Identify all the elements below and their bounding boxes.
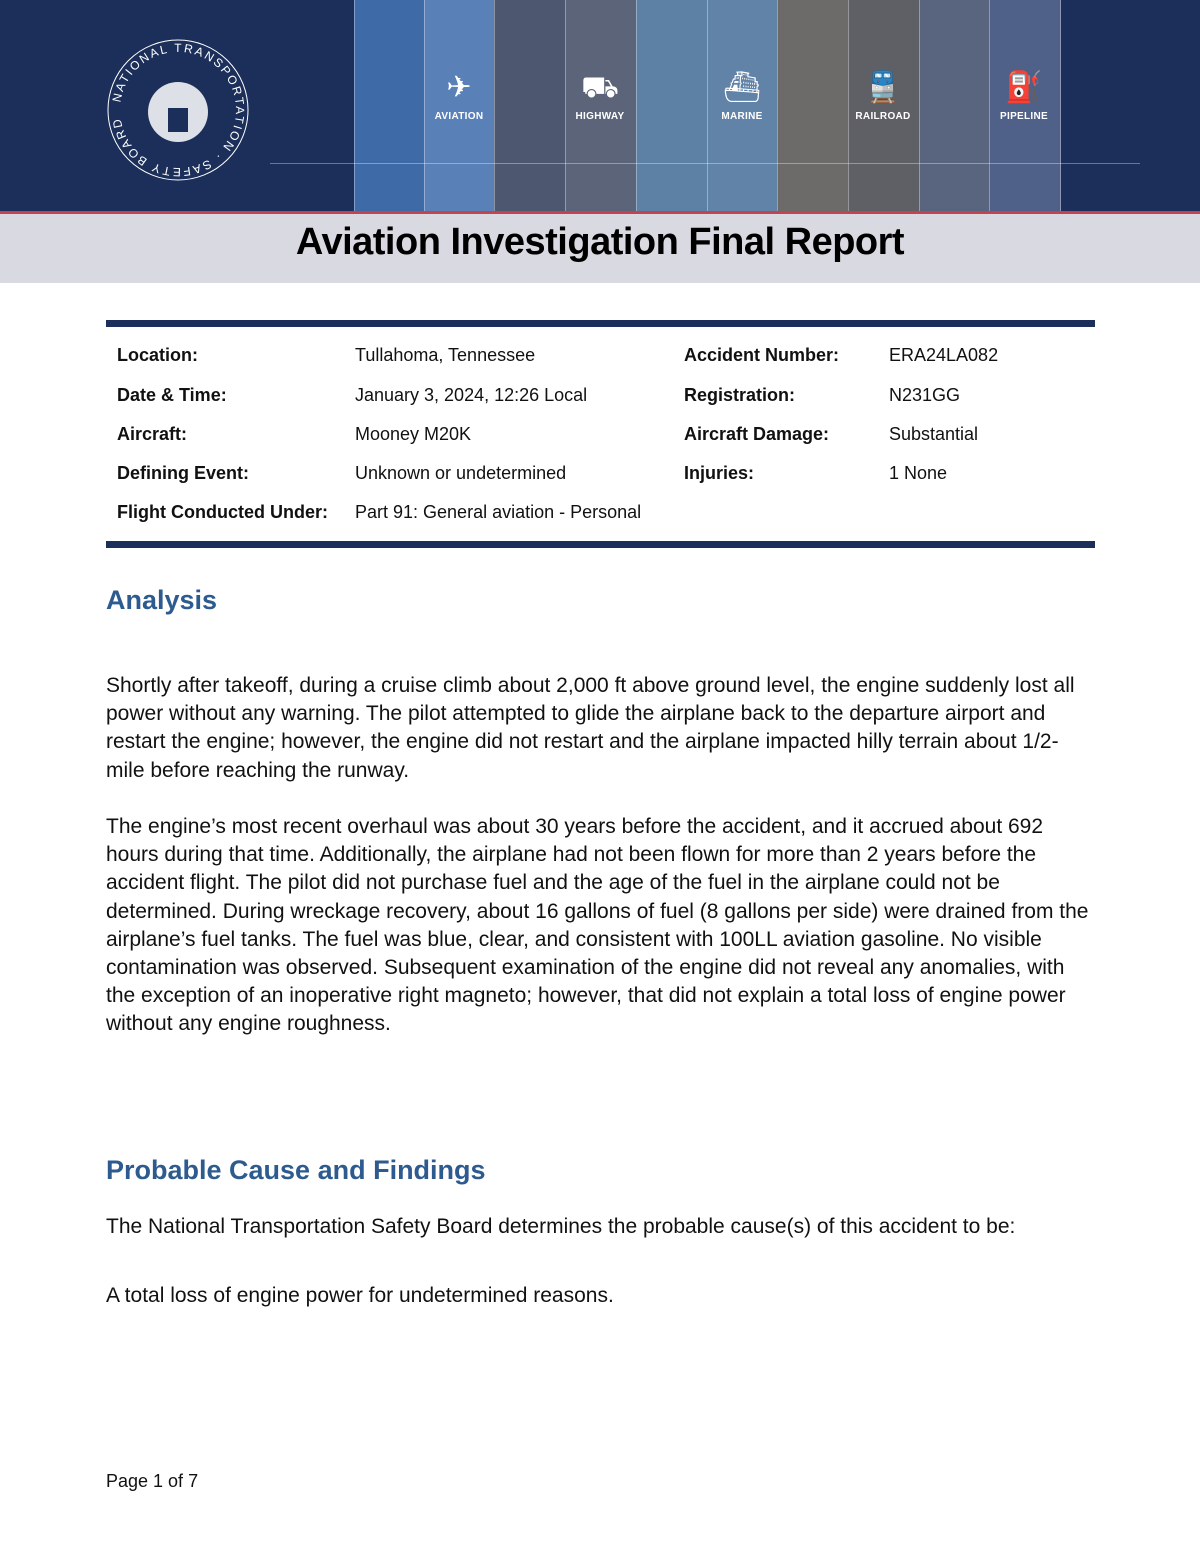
summary-value: 1 None	[889, 463, 948, 483]
mode-marine: ⛴ MARINE	[707, 70, 777, 124]
train-icon: 🚆	[864, 71, 902, 104]
mode-pipeline: ⛽ PIPELINE	[989, 70, 1059, 124]
summary-label: Defining Event:	[117, 463, 250, 483]
summary-value: ERA24LA082	[889, 345, 999, 365]
summary-label: Date & Time:	[117, 385, 227, 405]
pipeline-valve-icon: ⛽	[1005, 71, 1043, 104]
summary-value: Mooney M20K	[355, 424, 472, 444]
summary-value: Part 91: General aviation - Personal	[355, 502, 642, 522]
summary-label: Location:	[117, 345, 198, 365]
analysis-heading: Analysis	[106, 585, 218, 615]
ship-icon: ⛴	[722, 71, 762, 104]
probable-cause-heading: Probable Cause and Findings	[106, 1155, 486, 1185]
header-banner	[0, 0, 1200, 212]
summary-value: Tullahoma, Tennessee	[355, 345, 536, 365]
summary-label: Injuries:	[684, 463, 755, 483]
analysis-paragraph: Shortly after takeoff, during a cruise climb about 2,000 ft above ground level, the engine suddenly lost all power without any warning. The pilot attempted to glide the airplane back to the departure airport and restart the engine; however, the engine did not restart and the airplane impacted hilly terrain about 1/2-mile before reaching the runway.	[106, 674, 1075, 782]
summary-label: Aircraft:	[117, 424, 188, 444]
summary-value: N231GG	[889, 385, 961, 405]
summary-value: Substantial	[889, 424, 979, 444]
airplane-icon: ✈	[446, 71, 472, 104]
probable-cause-intro: The National Transportation Safety Board determines the probable cause(s) of this accident to be:	[106, 1215, 1016, 1238]
summary-top-rule	[106, 320, 1095, 327]
summary-value: January 3, 2024, 12:26 Local	[355, 385, 588, 405]
truck-icon: ⛟	[581, 71, 619, 104]
mode-railroad: 🚆 RAILROAD	[848, 70, 918, 124]
svg-text:NATIONAL TRANSPORTATION · SAFE: NATIONAL TRANSPORTATION · SAFETY BOARD	[109, 40, 248, 180]
summary-label: Accident Number:	[684, 345, 840, 365]
page-title: Aviation Investigation Final Report	[295, 221, 905, 263]
probable-cause-statement: A total loss of engine power for undetermined reasons.	[106, 1284, 614, 1307]
page-number: Page 1 of 7	[106, 1471, 199, 1491]
summary-value: Unknown or undetermined	[355, 463, 567, 483]
mode-highway: ⛟ HIGHWAY	[565, 70, 635, 124]
summary-label: Flight Conducted Under:	[117, 502, 328, 522]
mode-aviation: ✈ AVIATION	[424, 70, 494, 124]
ntsb-seal-logo	[104, 36, 252, 184]
summary-bottom-rule	[106, 541, 1095, 548]
summary-label: Aircraft Damage:	[684, 424, 830, 444]
summary-label: Registration:	[684, 385, 796, 405]
analysis-paragraph: The engine’s most recent overhaul was about 30 years before the accident, and it accrued about 692 hours during that time. Additionally, the airplane had not been flown for more than 2 years before the accident flight. The pilot did not purchase fuel and the age of the fuel in the airplane could not be determined. During wreckage recovery, about 16 gallons of fuel (8 gallons per side) were drained from the airplane’s fuel tanks. The fuel was blue, clear, and consistent with 100LL aviation gasoline. No visible contamination was observed. Subsequent examination of the engine did not reveal any anomalies, with the exception of an inoperative right magneto; however, that did not explain a total loss of engine power without any engine roughness.	[106, 815, 1089, 1036]
